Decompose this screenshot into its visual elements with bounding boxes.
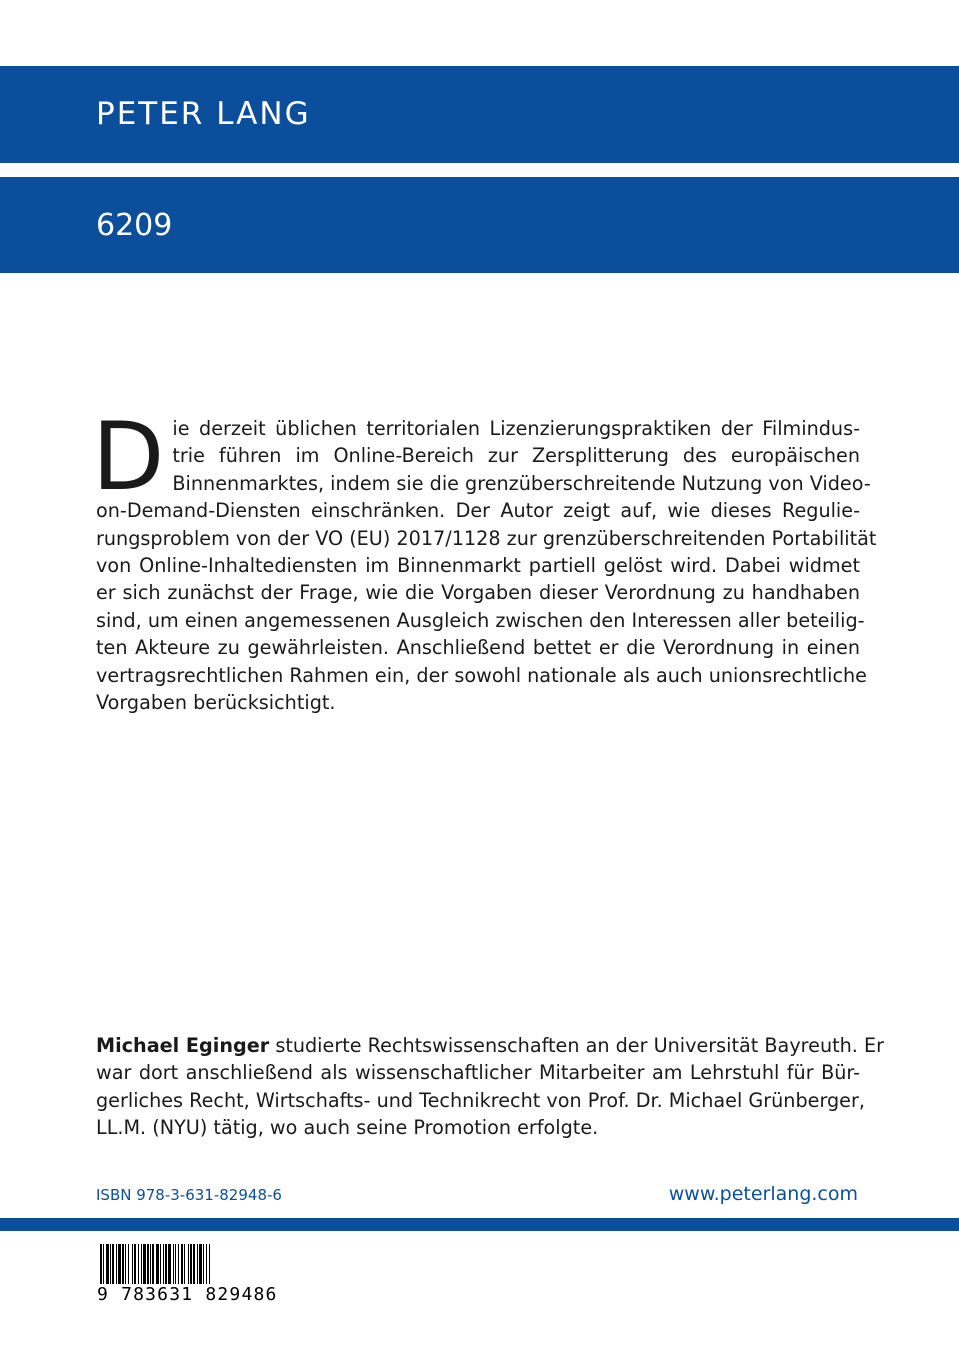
barcode-bar xyxy=(184,1244,185,1284)
barcode-bar xyxy=(138,1244,139,1284)
description-line: Binnenmarktes, indem sie die grenzüberschreitende Nutzung von Video- xyxy=(172,471,871,495)
barcode-bar xyxy=(156,1244,159,1284)
barcode-bar xyxy=(181,1244,183,1284)
description-line: er sich zunächst der Frage, wie die Vorgaben dieser Verordnung zu handhaben xyxy=(96,581,860,605)
barcode-bar xyxy=(188,1244,189,1284)
barcode-bar xyxy=(168,1244,171,1284)
barcode-bar xyxy=(197,1244,198,1284)
barcode-bar xyxy=(173,1244,174,1284)
barcode-bar xyxy=(134,1244,136,1284)
description-line: on-Demand-Diensten einschränken. Der Autor zeigt auf, wie dieses Regulie- xyxy=(96,499,860,523)
description-line: von Online-Inhaltediensten im Binnenmarkt partiell gelöst wird. Dabei widmet xyxy=(96,554,860,578)
barcode-bar xyxy=(141,1244,142,1284)
barcode-bar xyxy=(125,1244,126,1284)
barcode-bar xyxy=(190,1244,192,1284)
website-link[interactable]: www.peterlang.com xyxy=(668,1183,858,1205)
barcode-bar xyxy=(110,1244,111,1284)
barcode-digits: 9 783631 829486 xyxy=(97,1284,278,1305)
barcode-bar xyxy=(118,1244,121,1284)
drop-cap: D xyxy=(92,403,165,512)
description-line: ie derzeit üblichen territorialen Lizenzierungspraktiken der Filmindus- xyxy=(172,417,860,440)
description-line: trie führen im Online-Bereich zur Zersplitterung des europäischen xyxy=(172,444,860,468)
barcode-bar xyxy=(209,1244,210,1284)
barcode-bar xyxy=(203,1244,204,1284)
book-description xyxy=(92,403,877,716)
publisher-name: PETER LANG xyxy=(96,96,311,132)
barcode-bar xyxy=(103,1244,104,1284)
barcode-bar xyxy=(206,1244,207,1284)
barcode-bar xyxy=(193,1244,195,1284)
description-line: ten Akteure zu gewährleisten. Anschließend bettet er die Verordnung in einen xyxy=(96,636,860,660)
barcode-bar xyxy=(147,1244,149,1284)
footer-rule xyxy=(0,1218,959,1231)
barcode-bar xyxy=(132,1244,133,1284)
barcode-bar xyxy=(199,1244,202,1284)
isbn: ISBN 978-3-631-82948-6 xyxy=(96,1186,282,1204)
barcode-bar xyxy=(152,1244,154,1284)
barcode-bar xyxy=(160,1244,161,1284)
barcode-bar xyxy=(165,1244,167,1284)
series-number: 6209 xyxy=(96,208,173,243)
bio-line: LL.M. (NYU) tätig, wo auch seine Promotion erfolgte. xyxy=(96,1116,599,1140)
bio-line: war dort anschließend als wissenschaftlicher Mitarbeiter am Lehrstuhl für Bür- xyxy=(96,1061,860,1085)
description-line: vertragsrechtlichen Rahmen ein, der sowohl nationale als auch unionsrechtliche xyxy=(96,663,867,687)
barcode-bar xyxy=(143,1244,146,1284)
barcode-bar xyxy=(116,1244,117,1284)
barcode-bar xyxy=(178,1244,179,1284)
barcode-bar xyxy=(175,1244,176,1284)
author-name: Michael Eginger xyxy=(96,1034,270,1057)
description-line: Vorgaben berücksichtigt. xyxy=(96,691,336,715)
barcode-bar xyxy=(100,1244,102,1284)
barcode-bar xyxy=(122,1244,124,1284)
barcode-bar xyxy=(150,1244,151,1284)
description-line: rungsproblem von der VO (EU) 2017/1128 zur grenzüberschreitenden Portabilität xyxy=(96,526,877,550)
bio-line xyxy=(96,1032,884,1059)
barcode-bar xyxy=(112,1244,114,1284)
barcode-bar xyxy=(128,1244,129,1284)
barcode-bar xyxy=(106,1244,109,1284)
bio-text: studierte Rechtswissenschaften an der Universität Bayreuth. Er xyxy=(269,1034,884,1057)
author-bio xyxy=(96,1032,884,1142)
description-line: sind, um einen angemessenen Ausgleich zwischen den Interessen aller beteilig- xyxy=(96,608,865,632)
barcode-bar xyxy=(163,1244,164,1284)
bio-line: gerliches Recht, Wirtschafts- und Technikrecht von Prof. Dr. Michael Grünberger, xyxy=(96,1088,865,1112)
